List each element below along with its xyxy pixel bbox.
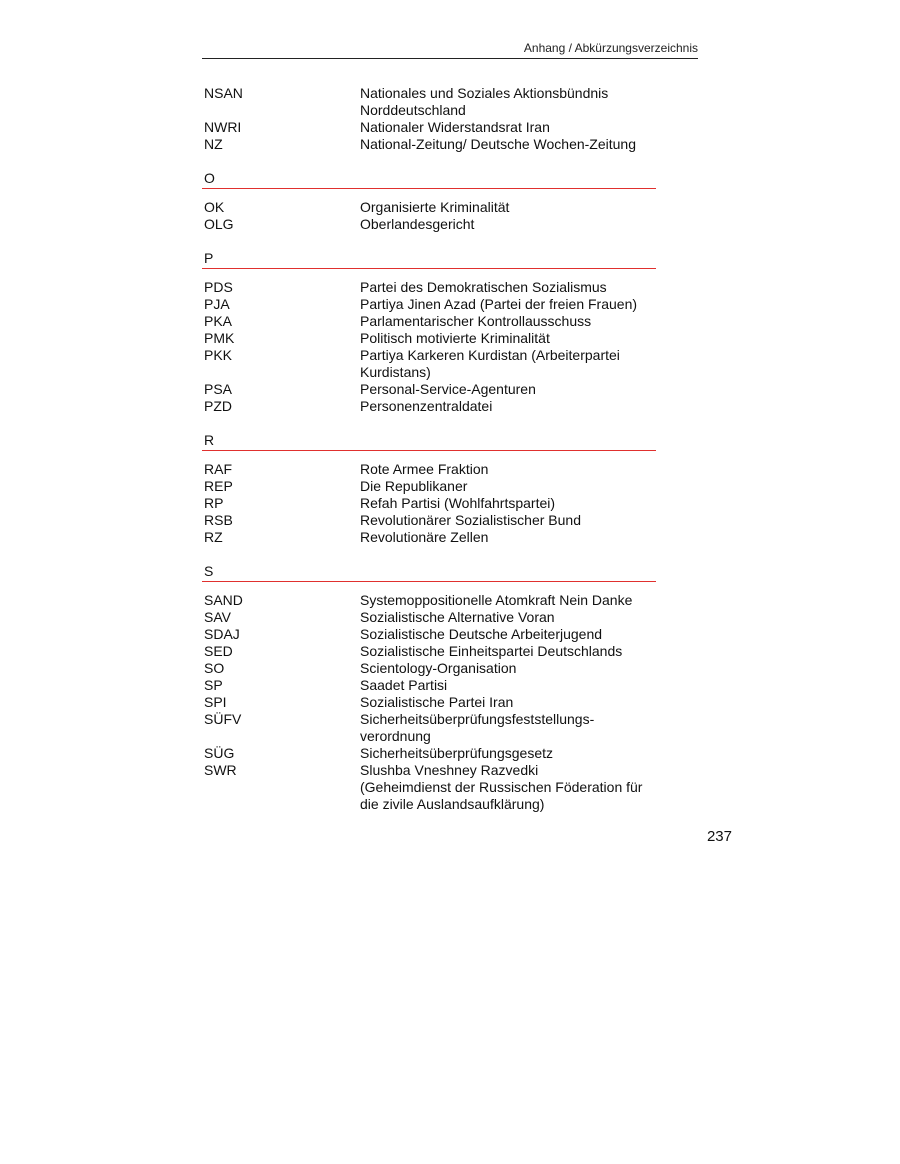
- abbreviation-definition: [360, 478, 656, 495]
- abbreviation-term: PDS: [204, 279, 233, 295]
- abbreviation-term: NWRI: [204, 119, 242, 135]
- abbreviation-definition: [360, 512, 656, 529]
- abbreviation-entry: [204, 495, 656, 512]
- abbreviation-term: RAF: [204, 461, 232, 477]
- abbreviation-term: SDAJ: [204, 626, 240, 642]
- abbreviation-term: SAV: [204, 609, 231, 625]
- running-title: Anhang / Abkürzungsverzeichnis: [523, 41, 698, 55]
- definition-line: Norddeutschland: [360, 102, 466, 118]
- abbreviation-definition: [360, 398, 656, 415]
- abbreviation-entry: [204, 677, 656, 694]
- definition-line: National-Zeitung/ Deutsche Wochen-Zeitung: [360, 136, 637, 152]
- abbreviation-term: PJA: [204, 296, 230, 312]
- definition-line: Sozialistische Einheitspartei Deutschlands: [360, 643, 623, 659]
- abbreviation-term: PMK: [204, 330, 235, 346]
- abbreviation-entry: [204, 762, 656, 813]
- abbreviation-definition: [360, 694, 656, 711]
- abbreviation-entry: [204, 478, 656, 495]
- definition-line: Refah Partisi (Wohlfahrtspartei): [360, 495, 556, 511]
- abbreviation-term: OLG: [204, 216, 234, 232]
- definition-line: (Geheimdienst der Russischen Föderation für: [360, 779, 643, 795]
- abbreviation-definition: [360, 313, 656, 330]
- abbreviation-term: RP: [204, 495, 224, 511]
- definition-line: die zivile Auslandsaufklärung): [360, 796, 545, 812]
- abbreviation-entry: [204, 119, 656, 136]
- abbreviation-entry: [204, 330, 656, 347]
- abbreviation-entry: [204, 136, 656, 153]
- abbreviation-entry: [204, 398, 656, 415]
- abbreviation-entry: [204, 660, 656, 677]
- definition-line: Parlamentarischer Kontrollausschuss: [360, 313, 592, 329]
- abbreviation-definition: [360, 347, 656, 381]
- definition-line: Revolutionärer Sozialistischer Bund: [360, 512, 581, 528]
- abbreviation-entry: [204, 296, 656, 313]
- definition-line: Personal-Service-Agenturen: [360, 381, 536, 397]
- abbreviation-entry: [204, 313, 656, 330]
- abbreviation-term: SP: [204, 677, 223, 693]
- abbreviation-term: OK: [204, 199, 225, 215]
- definition-line: Sozialistische Deutsche Arbeiterjugend: [360, 626, 603, 642]
- abbreviation-term: PZD: [204, 398, 232, 414]
- definition-line: Sozialistische Alternative Voran: [360, 609, 555, 625]
- definition-line: Slushba Vneshney Razvedki: [360, 762, 539, 778]
- abbreviation-definition: [360, 592, 656, 609]
- definition-line: Nationales und Soziales Aktionsbündnis: [360, 85, 609, 101]
- definition-line: Partiya Karkeren Kurdistan (Arbeiterpartei: [360, 347, 620, 363]
- abbreviation-definition: [360, 495, 656, 512]
- abbreviation-term: PKA: [204, 313, 233, 329]
- abbreviation-entry: [204, 347, 656, 381]
- abbreviation-definition: [360, 643, 656, 660]
- abbreviation-definition: [360, 745, 656, 762]
- abbreviation-entry: [204, 199, 656, 216]
- abbreviation-term: SAND: [204, 592, 243, 608]
- definition-line: Scientology-Organisation: [360, 660, 517, 676]
- abbreviation-term: SÜG: [204, 745, 235, 761]
- abbreviation-definition: [360, 381, 656, 398]
- definition-line: Oberlandesgericht: [360, 216, 475, 232]
- abbreviation-term: REP: [204, 478, 233, 494]
- abbreviation-term: SPI: [204, 694, 227, 710]
- abbreviation-definition: [360, 85, 656, 119]
- definition-line: Die Republikaner: [360, 478, 468, 494]
- definition-line: verordnung: [360, 728, 431, 744]
- abbreviation-definition: [360, 529, 656, 546]
- abbreviation-definition: [360, 660, 656, 677]
- abbreviation-term: NZ: [204, 136, 223, 152]
- definition-line: Partiya Jinen Azad (Partei der freien Frauen): [360, 296, 638, 312]
- running-header: [202, 40, 698, 59]
- abbreviation-definition: [360, 330, 656, 347]
- section-heading: O: [202, 170, 656, 189]
- abbreviation-term: PSA: [204, 381, 233, 397]
- abbreviation-entry: [204, 381, 656, 398]
- abbreviation-definition: [360, 119, 656, 136]
- abbreviation-term: PKK: [204, 347, 233, 363]
- abbreviation-entry: [204, 711, 656, 745]
- section-heading: R: [202, 432, 656, 451]
- abbreviation-term: SWR: [204, 762, 237, 778]
- abbreviation-entry: [204, 85, 656, 119]
- abbreviation-definition: [360, 199, 656, 216]
- section-heading: S: [202, 563, 656, 582]
- abbreviation-term: SED: [204, 643, 233, 659]
- definition-line: Personenzentraldatei: [360, 398, 493, 414]
- definition-line: Systemoppositionelle Atomkraft Nein Danke: [360, 592, 633, 608]
- abbreviation-entry: [204, 216, 656, 233]
- definition-line: Saadet Partisi: [360, 677, 448, 693]
- abbreviation-term: SÜFV: [204, 711, 242, 727]
- definition-line: Kurdistans): [360, 364, 431, 380]
- definition-line: Politisch motivierte Kriminalität: [360, 330, 550, 346]
- abbreviation-entry: [204, 461, 656, 478]
- abbreviation-definition: [360, 296, 656, 313]
- abbreviation-definition: [360, 626, 656, 643]
- abbreviation-term: RSB: [204, 512, 233, 528]
- abbreviation-definition: [360, 279, 656, 296]
- definition-line: Sicherheitsüberprüfungsgesetz: [360, 745, 554, 761]
- abbreviation-list: [204, 85, 656, 813]
- abbreviation-entry: [204, 609, 656, 626]
- abbreviation-entry: [204, 626, 656, 643]
- definition-line: Partei des Demokratischen Sozialismus: [360, 279, 607, 295]
- definition-line: Sozialistische Partei Iran: [360, 694, 514, 710]
- abbreviation-entry: [204, 694, 656, 711]
- abbreviation-term: RZ: [204, 529, 223, 545]
- abbreviation-definition: [360, 216, 656, 233]
- abbreviation-term: SO: [204, 660, 225, 676]
- abbreviation-definition: [360, 677, 656, 694]
- abbreviation-term: NSAN: [204, 85, 243, 101]
- abbreviation-entry: [204, 529, 656, 546]
- abbreviation-entry: [204, 592, 656, 609]
- abbreviation-entry: [204, 512, 656, 529]
- abbreviation-definition: [360, 711, 656, 745]
- definition-line: Rote Armee Fraktion: [360, 461, 489, 477]
- definition-line: Revolutionäre Zellen: [360, 529, 489, 545]
- abbreviation-definition: [360, 461, 656, 478]
- abbreviation-definition: [360, 136, 656, 153]
- abbreviation-definition: [360, 609, 656, 626]
- abbreviation-definition: [360, 762, 656, 813]
- definition-line: Sicherheitsüberprüfungsfeststellungs-: [360, 711, 595, 727]
- abbreviation-entry: [204, 279, 656, 296]
- definition-line: Organisierte Kriminalität: [360, 199, 510, 215]
- section-heading: P: [202, 250, 656, 269]
- definition-line: Nationaler Widerstandsrat Iran: [360, 119, 550, 135]
- page-number: 237: [706, 828, 732, 845]
- abbreviation-entry: [204, 643, 656, 660]
- abbreviation-entry: [204, 745, 656, 762]
